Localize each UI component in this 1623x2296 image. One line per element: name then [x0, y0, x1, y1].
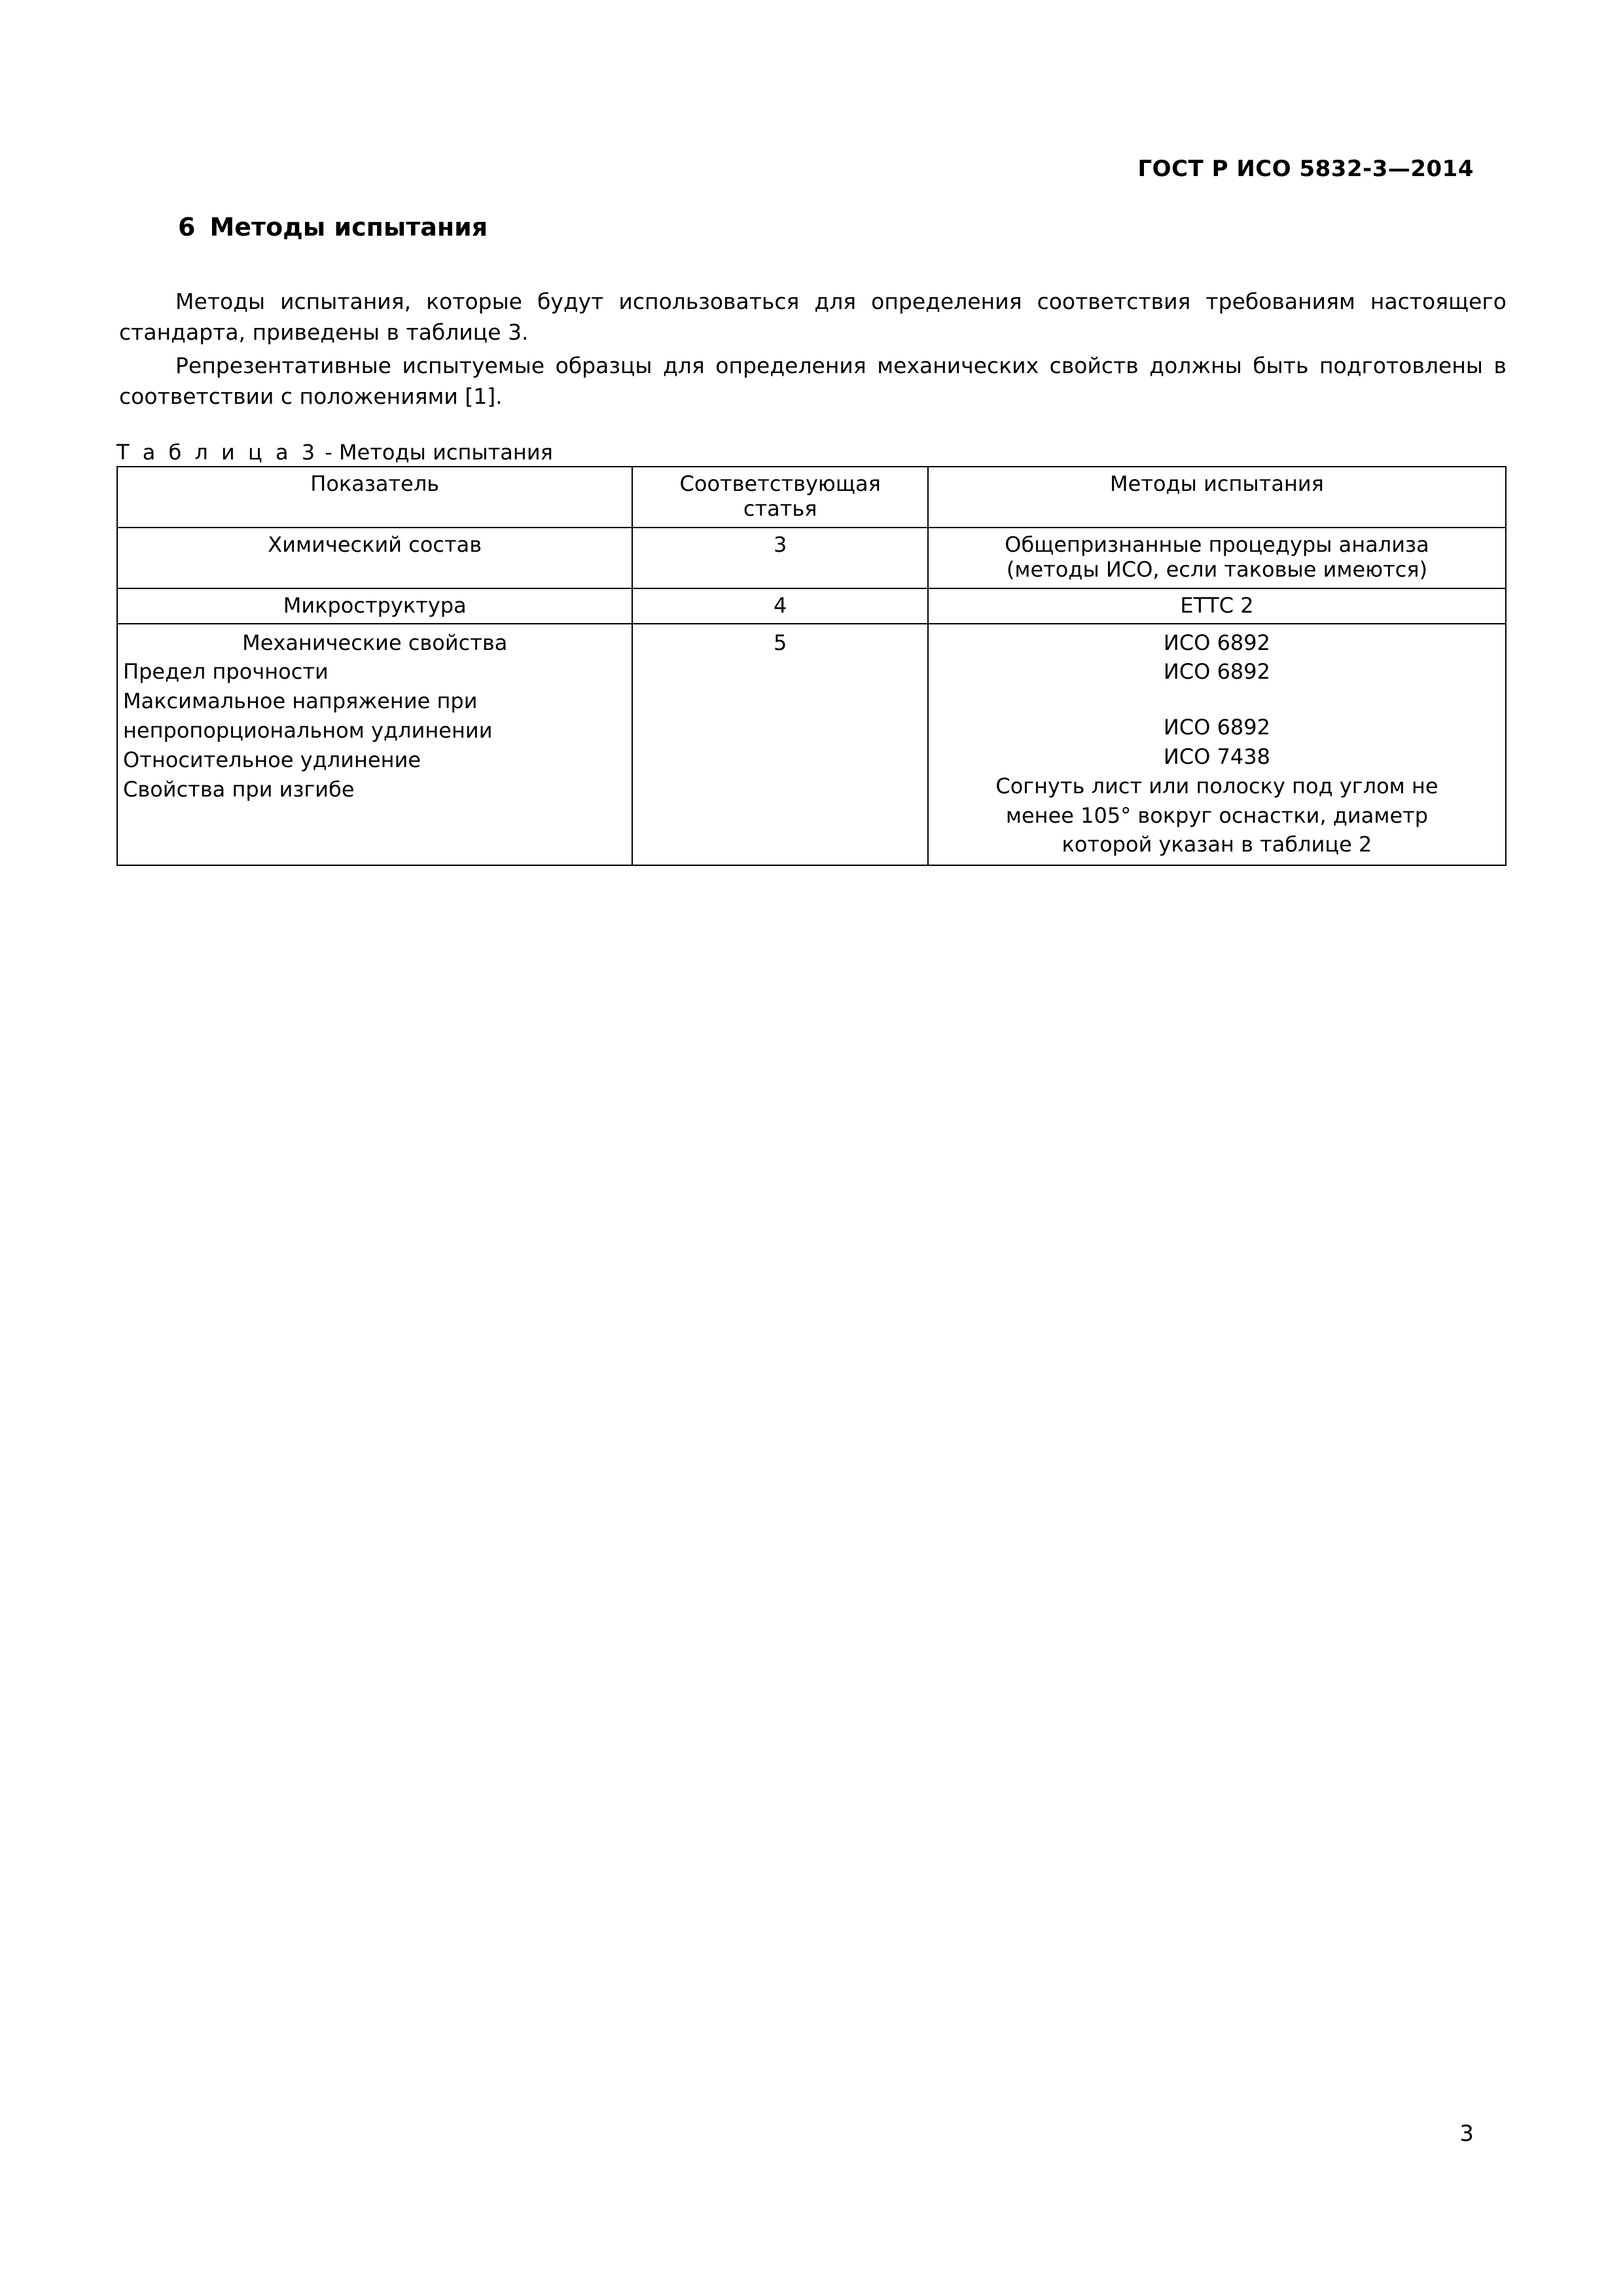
cell-indicator-mechanical-item-5: Свойства при изгибе: [123, 776, 355, 802]
cell-method-mechanical-line3: ИСО 6892: [1163, 715, 1270, 740]
cell-method-microstructure: ЕТТС 2: [928, 588, 1506, 624]
body-text: [119, 287, 1507, 412]
cell-article-microstructure: 4: [632, 588, 928, 624]
cell-indicator-mechanical: [117, 624, 632, 866]
cell-indicator-mechanical-item-1: Предел прочности: [123, 659, 329, 685]
table-caption-dash: -: [325, 440, 332, 465]
table-caption-label: Т а б л и ц а 3: [116, 440, 319, 465]
cell-method-mechanical-line2: ИСО 6892: [1163, 659, 1270, 685]
table-header-row: [117, 467, 1506, 528]
cell-indicator-microstructure: Микроструктура: [117, 588, 632, 624]
header-article-line2: статья: [743, 496, 817, 522]
paragraph-2: [119, 351, 1507, 412]
cell-indicator-mechanical-item-2: Максимальное напряжение при: [123, 689, 478, 714]
cell-article-mechanical: 5: [632, 624, 928, 866]
cell-method-chemical-line2: (методы ИСО, если таковые имеются): [1006, 557, 1428, 583]
cell-indicator-chemical: Химический состав: [117, 528, 632, 588]
table-caption-text: Методы испытания: [338, 440, 553, 465]
section-number: 6: [178, 213, 196, 242]
header-article-line1: Соответствующая: [679, 471, 881, 496]
cell-method-spacer: [934, 687, 1500, 713]
methods-table: [116, 466, 1507, 866]
cell-indicator-mechanical-item-3: непропорциональном удлинении: [123, 717, 493, 743]
cell-article-chemical: 3: [632, 528, 928, 588]
cell-method-mechanical-line4: ИСО 7438: [1163, 744, 1270, 769]
paragraph-2-text: Репрезентативные испытуемые образцы для определения механических свойств должны быть подготовлены в соответствии с положениями [1].: [119, 352, 1507, 409]
paragraph-1: [119, 287, 1507, 348]
table-row: [117, 588, 1506, 624]
header-cell-methods: Методы испытания: [928, 467, 1506, 528]
cell-method-note-line2: менее 105° вокруг оснастки, диаметр: [1005, 802, 1429, 828]
page-header: ГОСТ Р ИСО 5832-3—2014: [1137, 156, 1474, 182]
cell-indicator-mechanical-item-4: Относительное удлинение: [123, 747, 421, 772]
cell-method-chemical-line1: Общепризнанные процедуры анализа: [1005, 531, 1429, 557]
table-row: [117, 624, 1506, 866]
page-number: 3: [1459, 2121, 1474, 2147]
cell-method-note-line1: Согнуть лист или полоску под углом не: [995, 773, 1438, 798]
header-cell-indicator: Показатель: [117, 467, 632, 528]
section-title-text: Методы испытания: [209, 213, 488, 242]
paragraph-1-text: Методы испытания, которые будут использоваться для определения соответствия требованиям настоящего стандарта, приведены в таблице 3.: [119, 289, 1507, 345]
section-heading: [178, 213, 488, 242]
cell-indicator-mechanical-title: Механические свойства: [242, 630, 508, 655]
cell-method-note-line3: которой указан в таблице 2: [1061, 832, 1372, 857]
cell-method-mechanical-line1: ИСО 6892: [1163, 630, 1270, 655]
header-cell-article: [632, 467, 928, 528]
table-caption: [116, 440, 553, 465]
cell-method-mechanical: [928, 624, 1506, 866]
table-row: [117, 528, 1506, 588]
cell-method-chemical: [928, 528, 1506, 588]
